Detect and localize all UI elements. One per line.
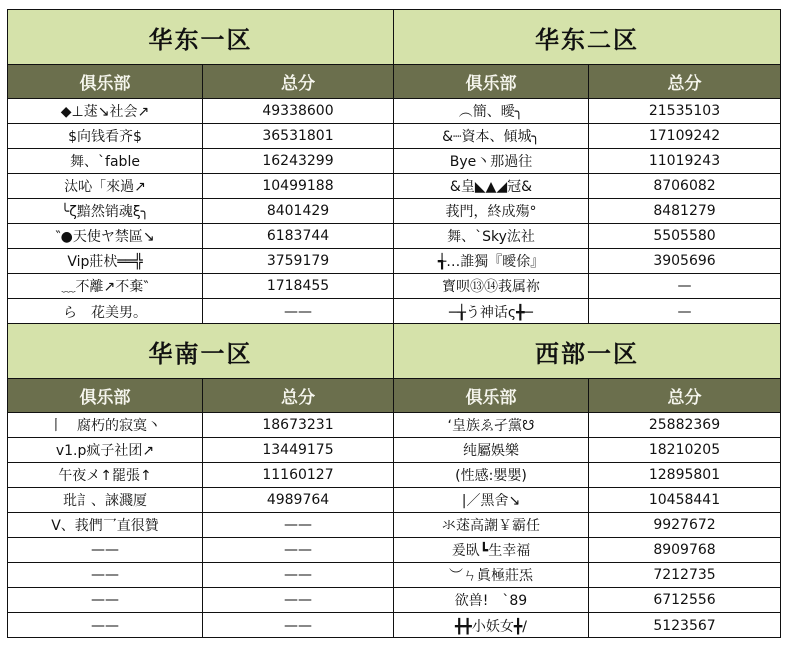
club-name-cell: 爰臥┗生幸福 — [394, 538, 589, 563]
score-cell: 16243299 — [203, 149, 393, 174]
score-cell: —— — [203, 588, 393, 613]
club-name-cell: Vip莊枤══╬ — [8, 249, 203, 274]
column-header-club: 俱乐部 — [8, 65, 203, 99]
score-cell: —— — [203, 513, 393, 538]
club-name-cell: &皇◣▲◢冠& — [394, 174, 589, 199]
score-cell: 49338600 — [203, 99, 393, 124]
score-cell: 10458441 — [589, 488, 780, 513]
score-cell: 11160127 — [203, 463, 393, 488]
panel-title: 华东二区 — [394, 10, 780, 65]
panel-title: 西部一区 — [394, 324, 780, 379]
club-name-cell: ╋╋小妖女╋/ — [394, 613, 589, 638]
score-cell: 11019243 — [589, 149, 780, 174]
score-cell: 9927672 — [589, 513, 780, 538]
score-cell: 8401429 — [203, 199, 393, 224]
column-header-club: 俱乐部 — [8, 379, 203, 413]
club-name-cell: —— — [8, 538, 203, 563]
club-name-cell: 舞、`fable — [8, 149, 203, 174]
club-name-cell: ‘皇族ゑ孑黨☋ — [394, 413, 589, 438]
club-name-cell: 纯屬娛樂 — [394, 438, 589, 463]
score-cell: 8481279 — [589, 199, 780, 224]
club-name-cell: ╰ζ黯然销魂ξ╮ — [8, 199, 203, 224]
panel-title: 华南一区 — [8, 324, 393, 379]
column-header-score: 总分 — [589, 379, 780, 413]
column-header-score: 总分 — [589, 65, 780, 99]
score-cell: 6183744 — [203, 224, 393, 249]
panel-huadong-1 — [7, 9, 394, 324]
panel-xibu-1 — [393, 323, 781, 638]
score-cell: —— — [203, 563, 393, 588]
score-cell: 12895801 — [589, 463, 780, 488]
club-name-cell: V、莪們乛直很贊 — [8, 513, 203, 538]
club-name-cell: ◆⊥蒁↘社会↗ — [8, 99, 203, 124]
club-name-cell: —— — [8, 588, 203, 613]
score-cell: 6712556 — [589, 588, 780, 613]
scores-table — [8, 65, 393, 324]
score-cell: —— — [284, 303, 312, 320]
score-cell: 10499188 — [203, 174, 393, 199]
club-name-cell: 午夜メ↑罷張↑ — [8, 463, 203, 488]
score-cell: —— — [284, 617, 312, 634]
score-cell: 21535103 — [589, 99, 780, 124]
column-header-score: 总分 — [203, 379, 393, 413]
score-cell: 3905696 — [589, 249, 780, 274]
panel-huanan-1 — [7, 323, 394, 638]
score-cell: 5123567 — [653, 617, 716, 634]
panel-huadong-2 — [393, 9, 781, 324]
column-header-club: 俱乐部 — [394, 379, 589, 413]
club-name-cell: ‶●天使ヤ禁區↘ — [8, 224, 203, 249]
score-cell: 7212735 — [589, 563, 780, 588]
scores-table — [394, 379, 780, 638]
score-cell: 1718455 — [203, 274, 393, 299]
club-name-cell: 舞、`Sky汯社 — [394, 224, 589, 249]
club-name-cell: ︶ㄣ眞極莊炁 — [394, 563, 589, 588]
club-name-cell: 玭訁、誺濺厦 — [8, 488, 203, 513]
club-name-cell: 欲兽! `89 — [394, 588, 589, 613]
club-name-cell: 氺蒁高謿￥霸任 — [394, 513, 589, 538]
score-cell: —— — [203, 538, 393, 563]
score-cell: 8909768 — [589, 538, 780, 563]
club-name-cell: |／黑舍↘ — [394, 488, 589, 513]
club-name-cell: ︵簡、曖╮ — [394, 99, 589, 124]
club-name-cell: $向钱看齐$ — [8, 124, 203, 149]
club-name-cell: Bye丶那過往 — [394, 149, 589, 174]
score-cell: 8706082 — [589, 174, 780, 199]
score-cell: 18673231 — [203, 413, 393, 438]
club-name-cell: 寳呗⑬⑭莪属祢 — [394, 274, 589, 299]
club-name-cell: (性感:嬰嬰) — [394, 463, 589, 488]
panel-title: 华东一区 — [8, 10, 393, 65]
score-cell: 4989764 — [203, 488, 393, 513]
club-name-cell: 汰吣「來過↗ — [8, 174, 203, 199]
score-cell: 5505580 — [589, 224, 780, 249]
column-header-score: 总分 — [203, 65, 393, 99]
score-cell: 18210205 — [589, 438, 780, 463]
club-name-cell: v1.p疯子社团↗ — [8, 438, 203, 463]
club-name-cell: 莪門，終成殤° — [394, 199, 589, 224]
score-cell: 36531801 — [203, 124, 393, 149]
club-name-cell: &┈資本、傾城╮ — [394, 124, 589, 149]
score-cell: 25882369 — [589, 413, 780, 438]
score-cell: — — [677, 303, 692, 320]
club-name-cell: ﹏不離↗不棄‶ — [8, 274, 203, 299]
club-name-cell: ╅…誰獨『曖俆』 — [394, 249, 589, 274]
score-cell: — — [589, 274, 780, 299]
club-name-cell: —— — [8, 563, 203, 588]
club-name-cell: 丨 腐朽的寂寞丶 — [8, 413, 203, 438]
club-name-cell: —— — [8, 613, 203, 638]
column-header-club: 俱乐部 — [394, 65, 589, 99]
club-name-cell: ─╁う神话ς╋─ — [394, 299, 589, 324]
club-name-cell: ら 花美男。 — [8, 299, 203, 324]
score-cell: 17109242 — [589, 124, 780, 149]
score-cell: 3759179 — [203, 249, 393, 274]
scores-table — [8, 379, 393, 638]
score-cell: 13449175 — [203, 438, 393, 463]
scores-table — [394, 65, 780, 324]
